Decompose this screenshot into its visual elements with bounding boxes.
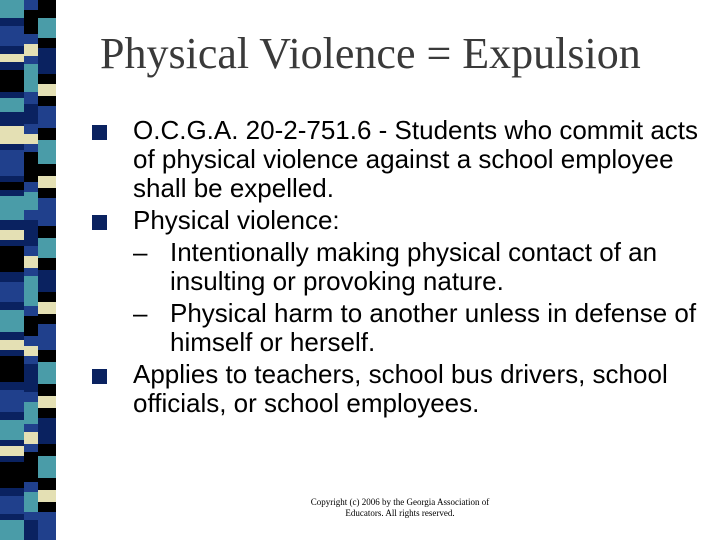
list-item [92, 206, 702, 235]
list-item [92, 116, 702, 203]
sub-bullet-text: Physical harm to another unless in defense of himself or herself. [170, 298, 697, 357]
list-item [92, 360, 702, 418]
sub-list-item [92, 299, 702, 357]
footer-line: Educators. All rights reserved. [345, 508, 455, 518]
footer-line: Copyright (c) 2006 by the Georgia Association of [310, 497, 490, 507]
dash-bullet: – [133, 237, 148, 267]
copyright-footer [295, 497, 505, 519]
sub-bullet-text: Intentionally making physical contact of an insulting or provoking nature. [170, 237, 658, 296]
bullet-text: Applies to teachers, school bus drivers, school officials, or school employees. [133, 359, 668, 418]
bullet-text: O.C.G.A. 20-2-751.6 - Students who commit acts of physical violence against a school employee shall be expelled. [133, 115, 699, 203]
sub-list-item [92, 238, 702, 296]
dash-bullet: – [133, 298, 148, 328]
decorative-stripe [0, 0, 56, 540]
square-bullet-icon [92, 369, 107, 384]
bullet-text: Physical violence: [133, 205, 340, 235]
bullet-list [92, 116, 702, 421]
slide-title: Physical Violence = Expulsion [100, 29, 641, 78]
square-bullet-icon [92, 125, 107, 140]
square-bullet-icon [92, 215, 107, 230]
